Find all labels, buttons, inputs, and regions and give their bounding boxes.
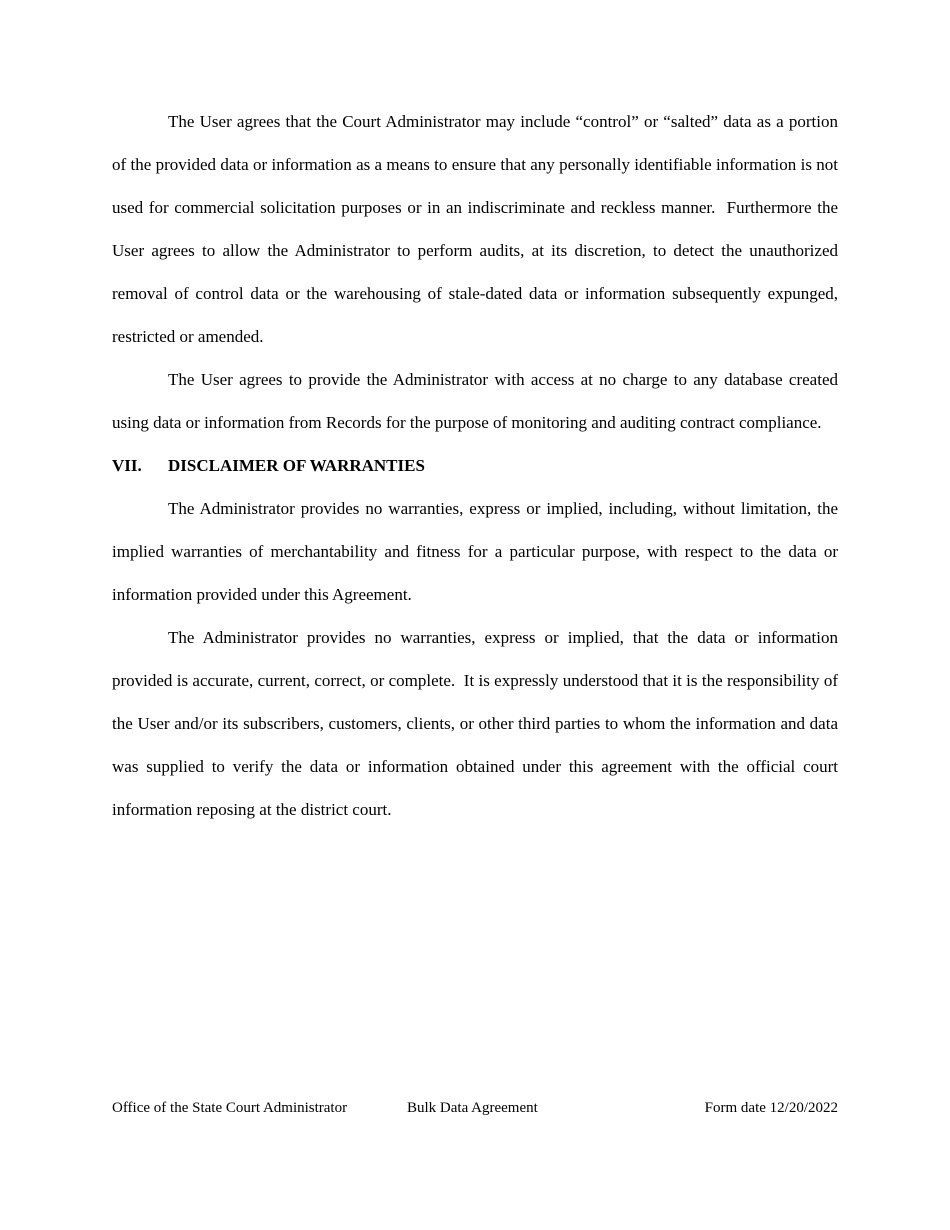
footer-form-date: Form date 12/20/2022 xyxy=(704,1100,838,1116)
paragraph-database-access: The User agrees to provide the Administrator with access at no charge to any database created using data or information from Records for the purpose of monitoring and auditing contract compliance. xyxy=(112,370,838,432)
section-title: DISCLAIMER OF WARRANTIES xyxy=(168,456,425,475)
paragraph-salted-data: The User agrees that the Court Administrator may include “control” or “salted” data as a portion of the provided data or information as a means to ensure that any personally identifiable information is not used for commercial solicitation purposes or in an indiscriminate and reckless manner. Furthermore the User agrees to allow the Administrator to perform audits, at its discretion, to detect the unauthorized removal of control data or the warehousing of stale-dated data or information subsequently expunged, restricted or amended. xyxy=(112,112,838,346)
paragraph-accuracy-disclaimer: The Administrator provides no warranties, express or implied, that the data or information provided is accurate, current, correct, or complete. It is expressly understood that it is the responsibility of the User and/or its subscribers, customers, clients, or other third parties to whom the information and data was supplied to verify the data or information obtained under this agreement with the official court information reposing at the district court. xyxy=(112,628,838,819)
footer-document-title: Bulk Data Agreement xyxy=(407,1100,538,1116)
section-number: VII. xyxy=(112,456,142,475)
footer-office: Office of the State Court Administrator xyxy=(112,1100,348,1116)
document-body xyxy=(112,100,838,831)
section-heading xyxy=(112,444,838,487)
paragraph-no-warranties: The Administrator provides no warranties, express or implied, including, without limitation, the implied warranties of merchantability and fitness for a particular purpose, with respect to the data or information provided under this Agreement. xyxy=(112,499,838,604)
